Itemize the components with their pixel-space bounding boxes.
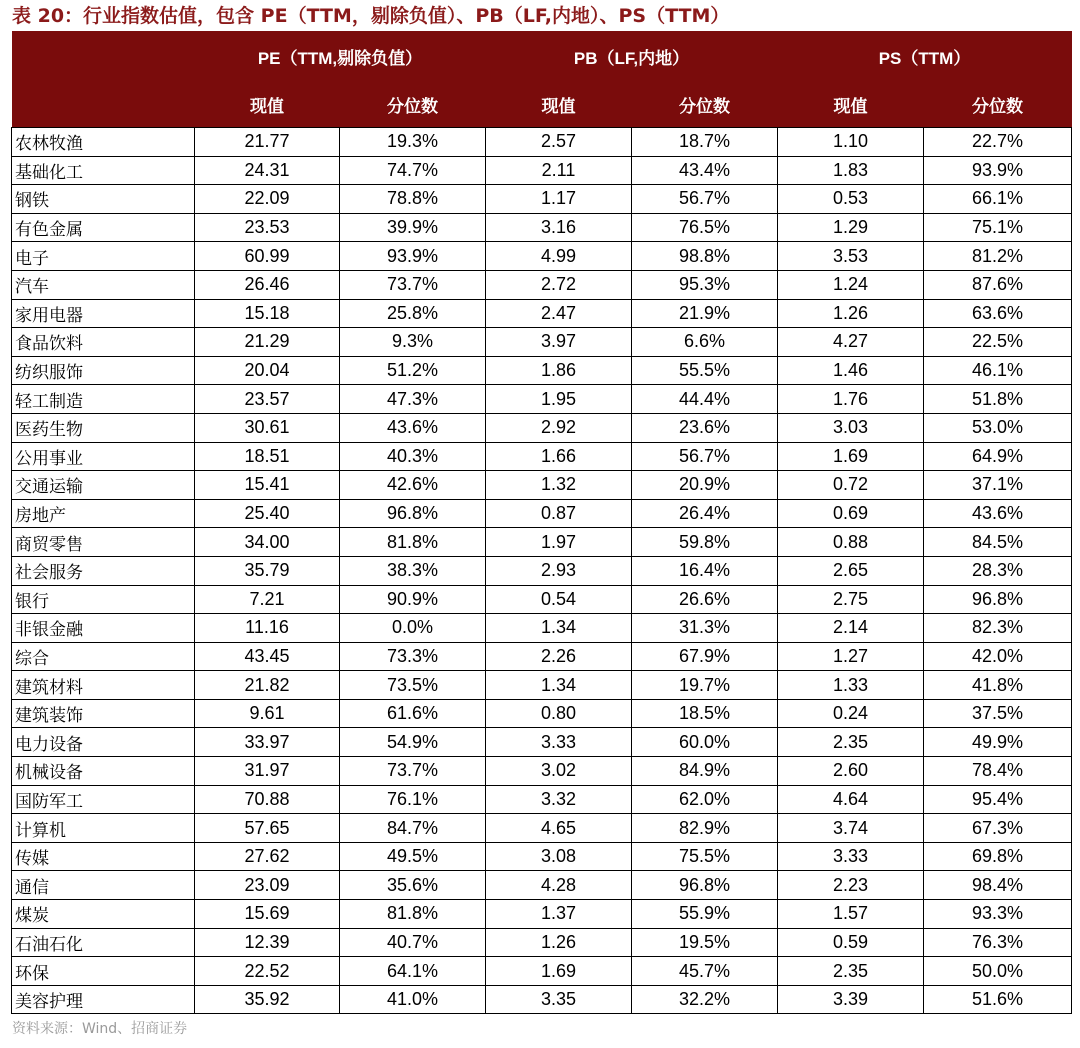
table-row bbox=[12, 270, 1072, 299]
ps-percentile-cell: 22.7% bbox=[924, 128, 1072, 157]
pe-percentile-cell: 84.7% bbox=[340, 814, 486, 843]
industry-name-cell: 电力设备 bbox=[12, 728, 195, 757]
table-row bbox=[12, 900, 1072, 929]
industry-name-cell: 纺织服饰 bbox=[12, 356, 195, 385]
pb-percentile-cell: 21.9% bbox=[632, 299, 778, 328]
table-row bbox=[12, 156, 1072, 185]
ps-value-cell: 1.27 bbox=[778, 642, 924, 671]
industry-name-cell: 通信 bbox=[12, 871, 195, 900]
pb-value-cell: 1.17 bbox=[486, 185, 632, 214]
pb-value-cell: 1.69 bbox=[486, 957, 632, 986]
pb-percentile-cell: 16.4% bbox=[632, 556, 778, 585]
pe-value-cell: 25.40 bbox=[195, 499, 340, 528]
pb-value-cell: 3.02 bbox=[486, 757, 632, 786]
source-note: 资料来源：Wind、招商证券 bbox=[12, 1021, 188, 1037]
pe-percentile-cell: 73.7% bbox=[340, 270, 486, 299]
ps-value-cell: 2.23 bbox=[778, 871, 924, 900]
pb-percentile-cell: 76.5% bbox=[632, 213, 778, 242]
table-row bbox=[12, 785, 1072, 814]
industry-name-cell: 钢铁 bbox=[12, 185, 195, 214]
pe-value-cell: 22.09 bbox=[195, 185, 340, 214]
pb-value-cell: 4.65 bbox=[486, 814, 632, 843]
pe-value-cell: 60.99 bbox=[195, 242, 340, 271]
table-row bbox=[12, 499, 1072, 528]
table-row bbox=[12, 614, 1072, 643]
ps-value-cell: 2.75 bbox=[778, 585, 924, 614]
pe-percentile-cell: 51.2% bbox=[340, 356, 486, 385]
industry-name-cell: 综合 bbox=[12, 642, 195, 671]
ps-percentile-cell: 67.3% bbox=[924, 814, 1072, 843]
industry-name-cell: 农林牧渔 bbox=[12, 128, 195, 157]
pe-percentile-cell: 19.3% bbox=[340, 128, 486, 157]
ps-percentile-cell: 69.8% bbox=[924, 842, 1072, 871]
industry-name-cell: 家用电器 bbox=[12, 299, 195, 328]
ps-value-cell: 3.33 bbox=[778, 842, 924, 871]
pb-value-cell: 0.80 bbox=[486, 699, 632, 728]
table-header bbox=[12, 31, 1072, 128]
pe-value-cell: 26.46 bbox=[195, 270, 340, 299]
pb-value-cell: 1.97 bbox=[486, 528, 632, 557]
pe-value-cell: 30.61 bbox=[195, 413, 340, 442]
pb-percentile-cell: 18.7% bbox=[632, 128, 778, 157]
pe-value-cell: 22.52 bbox=[195, 957, 340, 986]
table-row bbox=[12, 385, 1072, 414]
sub-header-ps-percentile: 分位数 bbox=[924, 81, 1072, 128]
pb-percentile-cell: 26.6% bbox=[632, 585, 778, 614]
ps-value-cell: 1.24 bbox=[778, 270, 924, 299]
pe-value-cell: 15.18 bbox=[195, 299, 340, 328]
pb-percentile-cell: 44.4% bbox=[632, 385, 778, 414]
table-row bbox=[12, 728, 1072, 757]
table-row bbox=[12, 757, 1072, 786]
pb-percentile-cell: 43.4% bbox=[632, 156, 778, 185]
pe-percentile-cell: 42.6% bbox=[340, 471, 486, 500]
sub-header-industry bbox=[12, 81, 195, 128]
pb-percentile-cell: 84.9% bbox=[632, 757, 778, 786]
pe-value-cell: 27.62 bbox=[195, 842, 340, 871]
ps-percentile-cell: 46.1% bbox=[924, 356, 1072, 385]
industry-name-cell: 食品饮料 bbox=[12, 328, 195, 357]
pe-value-cell: 15.69 bbox=[195, 900, 340, 929]
sub-header-pb-percentile: 分位数 bbox=[632, 81, 778, 128]
pb-percentile-cell: 45.7% bbox=[632, 957, 778, 986]
ps-percentile-cell: 37.1% bbox=[924, 471, 1072, 500]
pb-percentile-cell: 60.0% bbox=[632, 728, 778, 757]
table-title: 表 20：行业指数估值，包含 PE（TTM，剔除负值）、PB（LF,内地）、PS（TTM） bbox=[12, 5, 730, 27]
pb-percentile-cell: 31.3% bbox=[632, 614, 778, 643]
pb-value-cell: 3.33 bbox=[486, 728, 632, 757]
pe-percentile-cell: 35.6% bbox=[340, 871, 486, 900]
industry-name-cell: 交通运输 bbox=[12, 471, 195, 500]
pb-percentile-cell: 67.9% bbox=[632, 642, 778, 671]
sub-header-pb-value: 现值 bbox=[486, 81, 632, 128]
pe-value-cell: 23.09 bbox=[195, 871, 340, 900]
ps-value-cell: 2.35 bbox=[778, 728, 924, 757]
industry-name-cell: 电子 bbox=[12, 242, 195, 271]
pb-percentile-cell: 98.8% bbox=[632, 242, 778, 271]
industry-name-cell: 石油石化 bbox=[12, 928, 195, 957]
sub-header-row bbox=[12, 81, 1072, 128]
ps-value-cell: 4.64 bbox=[778, 785, 924, 814]
pb-percentile-cell: 19.7% bbox=[632, 671, 778, 700]
pe-value-cell: 24.31 bbox=[195, 156, 340, 185]
industry-name-cell: 银行 bbox=[12, 585, 195, 614]
valuation-table bbox=[11, 31, 1072, 1014]
pb-percentile-cell: 55.5% bbox=[632, 356, 778, 385]
pe-value-cell: 12.39 bbox=[195, 928, 340, 957]
table-row bbox=[12, 528, 1072, 557]
table-row bbox=[12, 185, 1072, 214]
pe-percentile-cell: 73.5% bbox=[340, 671, 486, 700]
pb-value-cell: 3.35 bbox=[486, 985, 632, 1014]
pb-percentile-cell: 20.9% bbox=[632, 471, 778, 500]
ps-value-cell: 1.10 bbox=[778, 128, 924, 157]
pb-value-cell: 1.26 bbox=[486, 928, 632, 957]
pb-percentile-cell: 6.6% bbox=[632, 328, 778, 357]
pb-percentile-cell: 26.4% bbox=[632, 499, 778, 528]
pb-value-cell: 1.34 bbox=[486, 671, 632, 700]
table-row bbox=[12, 957, 1072, 986]
pb-percentile-cell: 75.5% bbox=[632, 842, 778, 871]
group-header-pe: PE（TTM,剔除负值） bbox=[195, 31, 486, 81]
pe-value-cell: 70.88 bbox=[195, 785, 340, 814]
table-row bbox=[12, 213, 1072, 242]
industry-name-cell: 房地产 bbox=[12, 499, 195, 528]
pb-percentile-cell: 32.2% bbox=[632, 985, 778, 1014]
ps-percentile-cell: 53.0% bbox=[924, 413, 1072, 442]
pe-percentile-cell: 61.6% bbox=[340, 699, 486, 728]
pb-value-cell: 1.37 bbox=[486, 900, 632, 929]
table-row bbox=[12, 871, 1072, 900]
pb-percentile-cell: 62.0% bbox=[632, 785, 778, 814]
ps-percentile-cell: 82.3% bbox=[924, 614, 1072, 643]
pb-percentile-cell: 96.8% bbox=[632, 871, 778, 900]
ps-percentile-cell: 49.9% bbox=[924, 728, 1072, 757]
ps-percentile-cell: 51.8% bbox=[924, 385, 1072, 414]
pe-value-cell: 11.16 bbox=[195, 614, 340, 643]
table-row bbox=[12, 299, 1072, 328]
ps-percentile-cell: 76.3% bbox=[924, 928, 1072, 957]
ps-percentile-cell: 98.4% bbox=[924, 871, 1072, 900]
table-row bbox=[12, 928, 1072, 957]
ps-percentile-cell: 96.8% bbox=[924, 585, 1072, 614]
pe-percentile-cell: 47.3% bbox=[340, 385, 486, 414]
ps-value-cell: 2.60 bbox=[778, 757, 924, 786]
table-row bbox=[12, 413, 1072, 442]
table-row bbox=[12, 842, 1072, 871]
pb-percentile-cell: 19.5% bbox=[632, 928, 778, 957]
ps-value-cell: 0.24 bbox=[778, 699, 924, 728]
pb-value-cell: 0.54 bbox=[486, 585, 632, 614]
pe-percentile-cell: 40.7% bbox=[340, 928, 486, 957]
pb-percentile-cell: 56.7% bbox=[632, 442, 778, 471]
pe-percentile-cell: 0.0% bbox=[340, 614, 486, 643]
group-header-industry bbox=[12, 31, 195, 81]
pe-percentile-cell: 73.3% bbox=[340, 642, 486, 671]
ps-percentile-cell: 41.8% bbox=[924, 671, 1072, 700]
ps-percentile-cell: 28.3% bbox=[924, 556, 1072, 585]
table-row bbox=[12, 585, 1072, 614]
ps-value-cell: 0.53 bbox=[778, 185, 924, 214]
pe-percentile-cell: 25.8% bbox=[340, 299, 486, 328]
pb-value-cell: 2.26 bbox=[486, 642, 632, 671]
pe-percentile-cell: 74.7% bbox=[340, 156, 486, 185]
table-row bbox=[12, 471, 1072, 500]
ps-percentile-cell: 51.6% bbox=[924, 985, 1072, 1014]
pe-percentile-cell: 96.8% bbox=[340, 499, 486, 528]
pb-percentile-cell: 23.6% bbox=[632, 413, 778, 442]
pe-value-cell: 35.92 bbox=[195, 985, 340, 1014]
pe-percentile-cell: 73.7% bbox=[340, 757, 486, 786]
pe-value-cell: 21.77 bbox=[195, 128, 340, 157]
pe-percentile-cell: 54.9% bbox=[340, 728, 486, 757]
industry-name-cell: 机械设备 bbox=[12, 757, 195, 786]
pe-percentile-cell: 9.3% bbox=[340, 328, 486, 357]
pb-value-cell: 1.86 bbox=[486, 356, 632, 385]
ps-value-cell: 1.46 bbox=[778, 356, 924, 385]
pb-value-cell: 2.47 bbox=[486, 299, 632, 328]
pb-value-cell: 2.11 bbox=[486, 156, 632, 185]
industry-name-cell: 有色金属 bbox=[12, 213, 195, 242]
pb-value-cell: 2.57 bbox=[486, 128, 632, 157]
ps-value-cell: 0.69 bbox=[778, 499, 924, 528]
pb-percentile-cell: 59.8% bbox=[632, 528, 778, 557]
table-row bbox=[12, 642, 1072, 671]
industry-name-cell: 汽车 bbox=[12, 270, 195, 299]
table-row bbox=[12, 671, 1072, 700]
pe-percentile-cell: 81.8% bbox=[340, 528, 486, 557]
industry-name-cell: 煤炭 bbox=[12, 900, 195, 929]
ps-percentile-cell: 84.5% bbox=[924, 528, 1072, 557]
pe-percentile-cell: 90.9% bbox=[340, 585, 486, 614]
pe-value-cell: 9.61 bbox=[195, 699, 340, 728]
pe-value-cell: 35.79 bbox=[195, 556, 340, 585]
industry-name-cell: 商贸零售 bbox=[12, 528, 195, 557]
industry-name-cell: 轻工制造 bbox=[12, 385, 195, 414]
industry-name-cell: 基础化工 bbox=[12, 156, 195, 185]
table-row bbox=[12, 356, 1072, 385]
pe-value-cell: 33.97 bbox=[195, 728, 340, 757]
ps-percentile-cell: 64.9% bbox=[924, 442, 1072, 471]
industry-name-cell: 社会服务 bbox=[12, 556, 195, 585]
pb-value-cell: 1.34 bbox=[486, 614, 632, 643]
ps-value-cell: 4.27 bbox=[778, 328, 924, 357]
industry-name-cell: 传媒 bbox=[12, 842, 195, 871]
ps-percentile-cell: 42.0% bbox=[924, 642, 1072, 671]
ps-percentile-cell: 50.0% bbox=[924, 957, 1072, 986]
pe-percentile-cell: 43.6% bbox=[340, 413, 486, 442]
pb-value-cell: 3.16 bbox=[486, 213, 632, 242]
group-header-row bbox=[12, 31, 1072, 81]
table-row bbox=[12, 814, 1072, 843]
industry-name-cell: 医药生物 bbox=[12, 413, 195, 442]
pb-value-cell: 4.28 bbox=[486, 871, 632, 900]
ps-value-cell: 1.33 bbox=[778, 671, 924, 700]
ps-percentile-cell: 37.5% bbox=[924, 699, 1072, 728]
pe-percentile-cell: 39.9% bbox=[340, 213, 486, 242]
ps-value-cell: 1.83 bbox=[778, 156, 924, 185]
pe-value-cell: 18.51 bbox=[195, 442, 340, 471]
industry-name-cell: 建筑材料 bbox=[12, 671, 195, 700]
ps-value-cell: 1.29 bbox=[778, 213, 924, 242]
pb-percentile-cell: 55.9% bbox=[632, 900, 778, 929]
pb-value-cell: 0.87 bbox=[486, 499, 632, 528]
ps-value-cell: 1.26 bbox=[778, 299, 924, 328]
table-row bbox=[12, 985, 1072, 1014]
pb-value-cell: 2.72 bbox=[486, 270, 632, 299]
ps-value-cell: 3.53 bbox=[778, 242, 924, 271]
pe-value-cell: 15.41 bbox=[195, 471, 340, 500]
ps-value-cell: 3.74 bbox=[778, 814, 924, 843]
industry-name-cell: 非银金融 bbox=[12, 614, 195, 643]
ps-value-cell: 0.88 bbox=[778, 528, 924, 557]
ps-percentile-cell: 22.5% bbox=[924, 328, 1072, 357]
pb-value-cell: 1.66 bbox=[486, 442, 632, 471]
ps-percentile-cell: 43.6% bbox=[924, 499, 1072, 528]
pe-value-cell: 34.00 bbox=[195, 528, 340, 557]
table-row bbox=[12, 242, 1072, 271]
pb-value-cell: 1.32 bbox=[486, 471, 632, 500]
pb-value-cell: 3.32 bbox=[486, 785, 632, 814]
pe-value-cell: 57.65 bbox=[195, 814, 340, 843]
pe-value-cell: 43.45 bbox=[195, 642, 340, 671]
ps-value-cell: 1.57 bbox=[778, 900, 924, 929]
group-header-pb: PB（LF,内地） bbox=[486, 31, 778, 81]
industry-name-cell: 计算机 bbox=[12, 814, 195, 843]
table-row bbox=[12, 128, 1072, 157]
ps-value-cell: 2.65 bbox=[778, 556, 924, 585]
ps-value-cell: 3.03 bbox=[778, 413, 924, 442]
pe-percentile-cell: 38.3% bbox=[340, 556, 486, 585]
pe-percentile-cell: 41.0% bbox=[340, 985, 486, 1014]
table-row bbox=[12, 556, 1072, 585]
pb-value-cell: 4.99 bbox=[486, 242, 632, 271]
pe-value-cell: 23.57 bbox=[195, 385, 340, 414]
industry-name-cell: 环保 bbox=[12, 957, 195, 986]
ps-percentile-cell: 95.4% bbox=[924, 785, 1072, 814]
pb-value-cell: 3.08 bbox=[486, 842, 632, 871]
pe-value-cell: 20.04 bbox=[195, 356, 340, 385]
ps-percentile-cell: 75.1% bbox=[924, 213, 1072, 242]
ps-value-cell: 1.76 bbox=[778, 385, 924, 414]
ps-percentile-cell: 87.6% bbox=[924, 270, 1072, 299]
pe-percentile-cell: 93.9% bbox=[340, 242, 486, 271]
pe-percentile-cell: 78.8% bbox=[340, 185, 486, 214]
industry-name-cell: 美容护理 bbox=[12, 985, 195, 1014]
ps-percentile-cell: 63.6% bbox=[924, 299, 1072, 328]
industry-name-cell: 建筑装饰 bbox=[12, 699, 195, 728]
pe-value-cell: 23.53 bbox=[195, 213, 340, 242]
ps-percentile-cell: 66.1% bbox=[924, 185, 1072, 214]
pe-percentile-cell: 81.8% bbox=[340, 900, 486, 929]
pb-value-cell: 2.93 bbox=[486, 556, 632, 585]
table-row bbox=[12, 442, 1072, 471]
ps-percentile-cell: 78.4% bbox=[924, 757, 1072, 786]
ps-percentile-cell: 93.3% bbox=[924, 900, 1072, 929]
group-header-ps: PS（TTM） bbox=[778, 31, 1072, 81]
pe-value-cell: 21.82 bbox=[195, 671, 340, 700]
ps-value-cell: 2.35 bbox=[778, 957, 924, 986]
pe-value-cell: 21.29 bbox=[195, 328, 340, 357]
industry-name-cell: 国防军工 bbox=[12, 785, 195, 814]
pb-percentile-cell: 95.3% bbox=[632, 270, 778, 299]
pe-percentile-cell: 40.3% bbox=[340, 442, 486, 471]
pb-percentile-cell: 82.9% bbox=[632, 814, 778, 843]
pe-value-cell: 31.97 bbox=[195, 757, 340, 786]
ps-value-cell: 1.69 bbox=[778, 442, 924, 471]
ps-value-cell: 2.14 bbox=[778, 614, 924, 643]
table-row bbox=[12, 328, 1072, 357]
pe-percentile-cell: 76.1% bbox=[340, 785, 486, 814]
sub-header-pe-percentile: 分位数 bbox=[340, 81, 486, 128]
pe-percentile-cell: 64.1% bbox=[340, 957, 486, 986]
ps-value-cell: 0.72 bbox=[778, 471, 924, 500]
pe-value-cell: 7.21 bbox=[195, 585, 340, 614]
ps-value-cell: 0.59 bbox=[778, 928, 924, 957]
pe-percentile-cell: 49.5% bbox=[340, 842, 486, 871]
ps-percentile-cell: 93.9% bbox=[924, 156, 1072, 185]
ps-percentile-cell: 81.2% bbox=[924, 242, 1072, 271]
pb-percentile-cell: 56.7% bbox=[632, 185, 778, 214]
table-row bbox=[12, 699, 1072, 728]
pb-value-cell: 2.92 bbox=[486, 413, 632, 442]
sub-header-ps-value: 现值 bbox=[778, 81, 924, 128]
pb-percentile-cell: 18.5% bbox=[632, 699, 778, 728]
industry-name-cell: 公用事业 bbox=[12, 442, 195, 471]
pb-value-cell: 3.97 bbox=[486, 328, 632, 357]
ps-value-cell: 3.39 bbox=[778, 985, 924, 1014]
table-body bbox=[12, 128, 1072, 1014]
sub-header-pe-value: 现值 bbox=[195, 81, 340, 128]
pb-value-cell: 1.95 bbox=[486, 385, 632, 414]
